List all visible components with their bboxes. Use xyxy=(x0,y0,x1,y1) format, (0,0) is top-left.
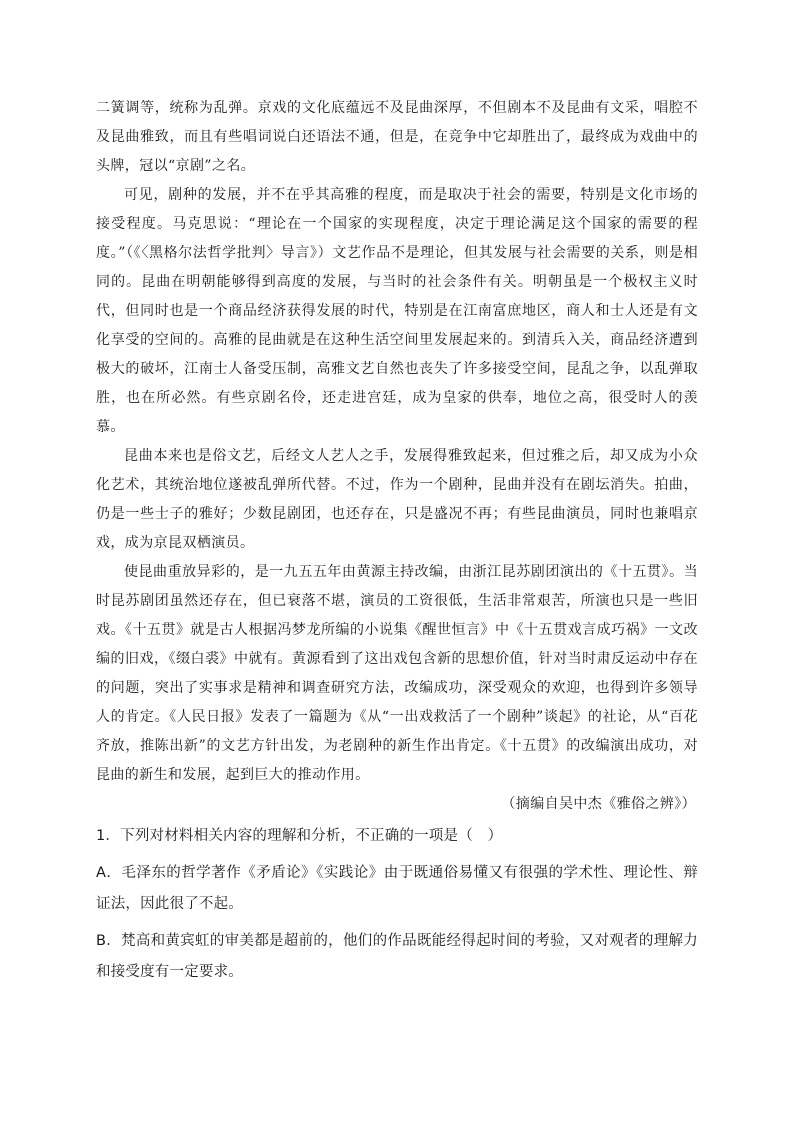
option-b: B．梵高和黄宾虹的审美都是超前的，他们的作品既能经得起时间的考验，又对观者的理解力和接受度有一定要求。 xyxy=(96,933,698,980)
paragraph-1: 二簧调等，统称为乱弹。京戏的文化底蕴远不及昆曲深厚，不但剧本不及昆曲有文采，唱腔不及昆曲雅致，而且有些唱词说白还语法不通，但是，在竞争中它却胜出了，最终成为戏曲中的头牌，冠以“京剧”之名。 xyxy=(96,100,698,174)
source-citation: （摘编自吴中杰《雅俗之辨》） xyxy=(501,796,696,812)
paragraph-2: 可见，剧种的发展，并不在乎其高雅的程度，而是取决于社会的需要，特别是文化市场的接受程度。马克思说：“理论在一个国家的实现程度，决定于理论满足这个国家的需要的程度。”（《〈黑格尔法哲学批判〉导言》）文艺作品不是理论，但其发展与社会需要的关系，则是相同的。昆曲在明朝能够得到高度的发展，与当时的社会条件有关。明朝虽是一个极权主义时代，但同时也是一个商品经济获得发展的时代，特别是在江南富庶地区，商人和士人还是有文化享受的空间的。高雅的昆曲就是在这种生活空间里发展起来的。到清兵入关，商品经济遭到极大的破坏，江南士人备受压制，高雅文艺自然也丧失了许多接受空间，昆乱之争，以乱弹取胜，也在所必然。有些京剧名伶，还走进宫廷，成为皇家的供奉，地位之高，很受时人的羡慕。 xyxy=(96,187,698,435)
option-a: A．毛泽东的哲学著作《矛盾论》《实践论》由于既通俗易懂又有很强的学术性、理论性、辩证法，因此很了不起。 xyxy=(96,865,698,912)
question-1 xyxy=(96,821,698,988)
paragraph-4: 使昆曲重放异彩的，是一九五五年由黄源主持改编，由浙江昆苏剧团演出的《十五贯》。当时昆苏剧团虽然还存在，但已衰落不堪，演员的工资很低，生活非常艰苦，所演也只是一些旧戏。《十五贯》就是古人根据冯梦龙所编的小说集《醒世恒言》中《十五贯戏言成巧祸》一文改编的旧戏，《缀白裘》中就有。黄源看到了这出戏包含新的思想价值，针对当时肃反运动中存在的问题，突出了实事求是精神和调查研究方法，改编成功，深受观众的欢迎，也得到许多领导人的肯定。《人民日报》发表了一篇题为《从“一出戏救活了一个剧种”谈起》的社论，从“百花齐放，推陈出新”的文艺方针出发，为老剧种的新生作出肯定。《十五贯》的改编演出成功，对昆曲的新生和发展，起到巨大的推动作用。 xyxy=(96,564,698,783)
question-stem: 1．下列对材料相关内容的理解和分析，不正确的一项是（ ） xyxy=(96,828,503,844)
paragraph-3: 昆曲本来也是俗文艺，后经文人艺人之手，发展得雅致起来，但过雅之后，却又成为小众化艺术，其统治地位遂被乱弹所代替。不过，作为一个剧种，昆曲并没有在剧坛消失。拍曲，仍是一些士子的雅好；少数昆剧团，也还存在，只是盛况不再；有些昆曲演员，同时也兼唱京戏，成为京昆双栖演员。 xyxy=(96,448,698,551)
article-body xyxy=(96,94,698,819)
